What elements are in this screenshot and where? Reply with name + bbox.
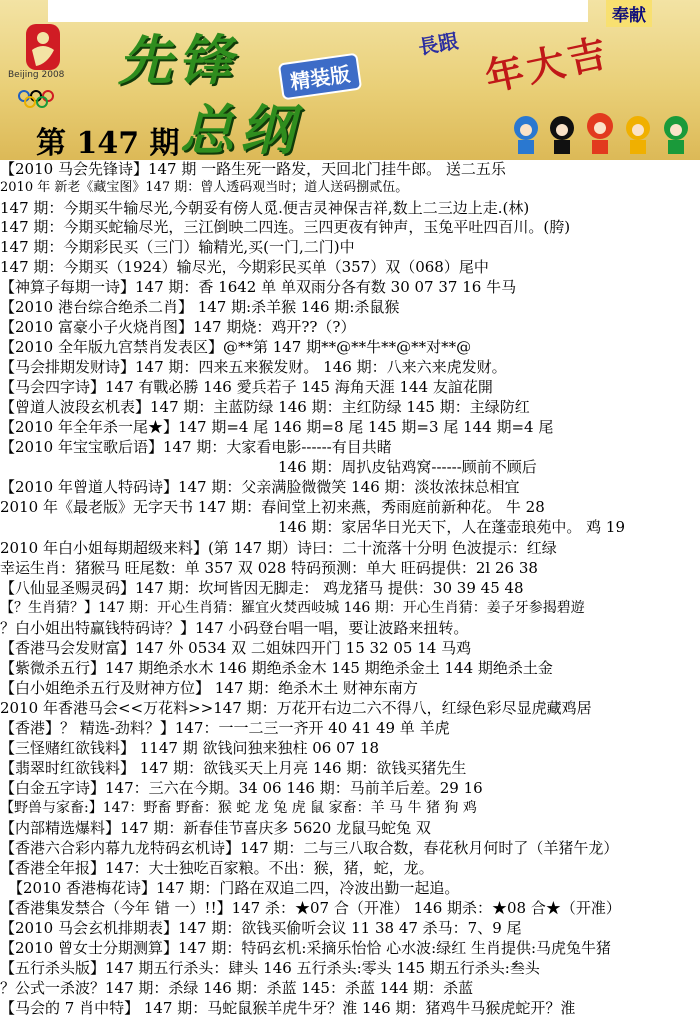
text-line: 147 期：今期买蛇输尽光，三江倒映二四连。三四更夜有钟声，玉兔平吐四百川。(胯): [0, 218, 571, 236]
text-line: 2010 年白小姐每期超级来料】(第 147 期）诗曰：二十流落十分明 色波提示：红绿: [0, 539, 557, 557]
text-line: 【五行杀头版】147 期五行杀头：肆头 146 五行杀头:零头 145 期五行杀头:叁头: [0, 959, 540, 977]
header-banner: [0, 0, 700, 160]
text-line: 146 期：周扒皮钻鸡窝------顾前不顾后: [278, 458, 537, 476]
text-line: 【香港六合彩内幕九龙特码玄机诗】147 期：二与三八取合数，春花秋月何时了（羊猪午龙）: [0, 839, 619, 857]
text-line: 147 期：今期买牛输尽光,今朝妥有傍人觅.便吉灵神保吉祥,数上二三边上走.(林): [0, 199, 530, 217]
text-line: 【马会的 7 肖中特】 147 期：马蛇鼠猴羊虎牛牙？淮 146 期：猪鸡牛马猴虎蛇开？淮: [0, 999, 576, 1017]
text-line: 【神算子每期一诗】147 期：香 1642 单 单双雨分各有数 30 07 37 16 牛马: [0, 278, 517, 296]
issue-number: 第 147 期: [36, 126, 180, 160]
text-line: 【？生肖猜？】147 期：开心生肖猜：羅宜火焚西岐城 146 期：开心生肖猜：姜子牙参揭碧遊: [0, 600, 585, 616]
text-line: 幸运生肖：猪猴马 旺尾数：单 357 双 028 特码预测：单大 旺码提供：2l 26 38: [0, 559, 538, 577]
text-line: 【2010 曾女士分期测算】147 期：特码玄机:采摘乐怡恰 心水波:绿红 生肖提供:马虎兔牛猪: [0, 939, 612, 957]
text-line: 2010 年 新老《藏宝图》147 期：曾人透码观当时；道人送码捌贰伍。: [0, 180, 409, 195]
text-line: 【马会排期发财诗】147 期：四来五来猴发财。 146 期：八来六来虎发财。: [0, 358, 507, 376]
text-line: ？白小姐出特赢钱特码诗？】147 小码登台唱一唱，要让波路来扭转。: [0, 619, 469, 637]
text-line: 146 期：家居华日光天下，人在蓬壶琅苑中。 鸡 19: [278, 518, 626, 536]
text-line: 【白小姐绝杀五行及财神方位】 147 期：绝杀木土 财神东南方: [0, 679, 418, 697]
follow-label: 長跟: [416, 28, 461, 60]
olympic-label: Beijing 2008: [8, 70, 65, 80]
text-line: 【紫微杀五行】147 期绝杀水木 146 期绝杀金木 145 期绝杀金土 144 期绝杀土金: [0, 659, 553, 677]
text-line: 【2010 港台综合绝杀二肖】 147 期:杀羊猴 146 期:杀鼠猴: [0, 298, 400, 316]
olympic-logo-icon: [14, 20, 84, 110]
text-line: 【香港马会发财富】147 外 0534 双 二姐妹四开门 15 32 05 14 马鸡: [0, 639, 472, 657]
text-line: 【内部精选爆料】147 期：新春佳节喜庆多 5620 龙鼠马蛇兔 双: [0, 819, 431, 837]
text-line: 【2010 年曾道人特码诗】147 期：父亲满脸微微笑 146 期：淡妆浓抹总相宜: [0, 478, 520, 496]
text-line: 【香港全年报】147：大士独吃百家粮。不出：猴，猪，蛇，龙。: [0, 859, 434, 877]
new-year-greeting: 年大吉: [481, 29, 614, 100]
text-line: 【三怪赌红欲钱料】 1147 期 欲钱问独来独柱 06 07 18: [0, 739, 380, 757]
text-line: 2010 年香港马会<<万花料>>147 期：万花开右边二六不得八，红绿色彩尽显虎藏鸡居: [0, 699, 592, 717]
text-line: 【2010 香港梅花诗】147 期：门路在双追二四，冷波出勤一起追。: [8, 879, 460, 897]
text-line: 【野兽与家畜:】147：野畜 野畜：猴 蛇 龙 兔 虎 鼠 家畜：羊 马 牛 猪 狗 鸡: [0, 800, 477, 816]
fuwa-mascots-icon: [508, 108, 698, 156]
text-line: 【香港集发禁合（今年 错 一）!!】147 杀：★07 合（开准） 146 期杀：★08 合★（开准）: [0, 899, 621, 917]
text-line: 【2010 马会玄机排期表】147 期：欲钱买偷听会议 11 38 47 杀马：7、9 尾: [0, 919, 522, 937]
text-line: 【香港】？ 精选-劲料？】147：一一二三一齐开 40 41 49 单 羊虎: [0, 719, 450, 737]
text-line: 147 期：今期买（1924）输尽光，今期彩民买单（357）双（068）尾中: [0, 258, 489, 276]
text-line: 【2010 年宝宝歌后语】147 期：大家看电影------有目共睹: [0, 438, 392, 456]
text-line: 【白金五字诗】147：三六在今期。34 06 146 期：马前羊后差。29 16: [0, 779, 483, 797]
text-line: 【2010 马会先锋诗】147 期 一路生死一路发，天回北门挂牛郎。 送二五乐: [0, 160, 506, 178]
text-line: 2010 年《最老版》无字天书 147 期：春间堂上初来燕，秀雨庭前新种花。 牛 28: [0, 498, 545, 516]
banner-title-line1: 先锋: [118, 28, 238, 92]
edition-badge: 精装版: [278, 53, 362, 101]
text-line: 【2010 年全年杀一尾★】147 期=4 尾 146 期=8 尾 145 期=3 尾 144 期=4 尾: [0, 418, 554, 436]
banner-title-line2: 总纲: [180, 98, 300, 160]
text-line: 【2010 全年版九宫禁肖发表区】@**第 147 期**@**牛**@**对**@: [0, 338, 472, 356]
text-line: 【八仙显圣赐灵码】147 期：坎坷皆因无脚走： 鸡龙猪马 提供：30 39 45 48: [0, 579, 524, 597]
text-line: 【马会四字诗】147 有戰必勝 146 愛兵若子 145 海角天涯 144 友誼花開: [0, 378, 493, 396]
text-line: 【翡翠时红欲钱料】 147 期：欲钱买天上月亮 146 期：欲钱买猪先生: [0, 759, 467, 777]
offer-label: 奉献: [606, 0, 652, 27]
text-line: 【曾道人波段玄机表】147 期：主蓝防绿 146 期：主红防绿 145 期：主绿防红: [0, 398, 530, 416]
text-line: 147 期：今期彩民买（三门）输精光,买(一门,二门)中: [0, 238, 355, 256]
text-line: 【2010 富豪小子火烧肖图】147 期烧：鸡开??（?）: [0, 318, 356, 336]
text-line: ？公式一杀波？147 期：杀绿 146 期：杀蓝 145：杀蓝 144 期：杀蓝: [0, 979, 474, 997]
